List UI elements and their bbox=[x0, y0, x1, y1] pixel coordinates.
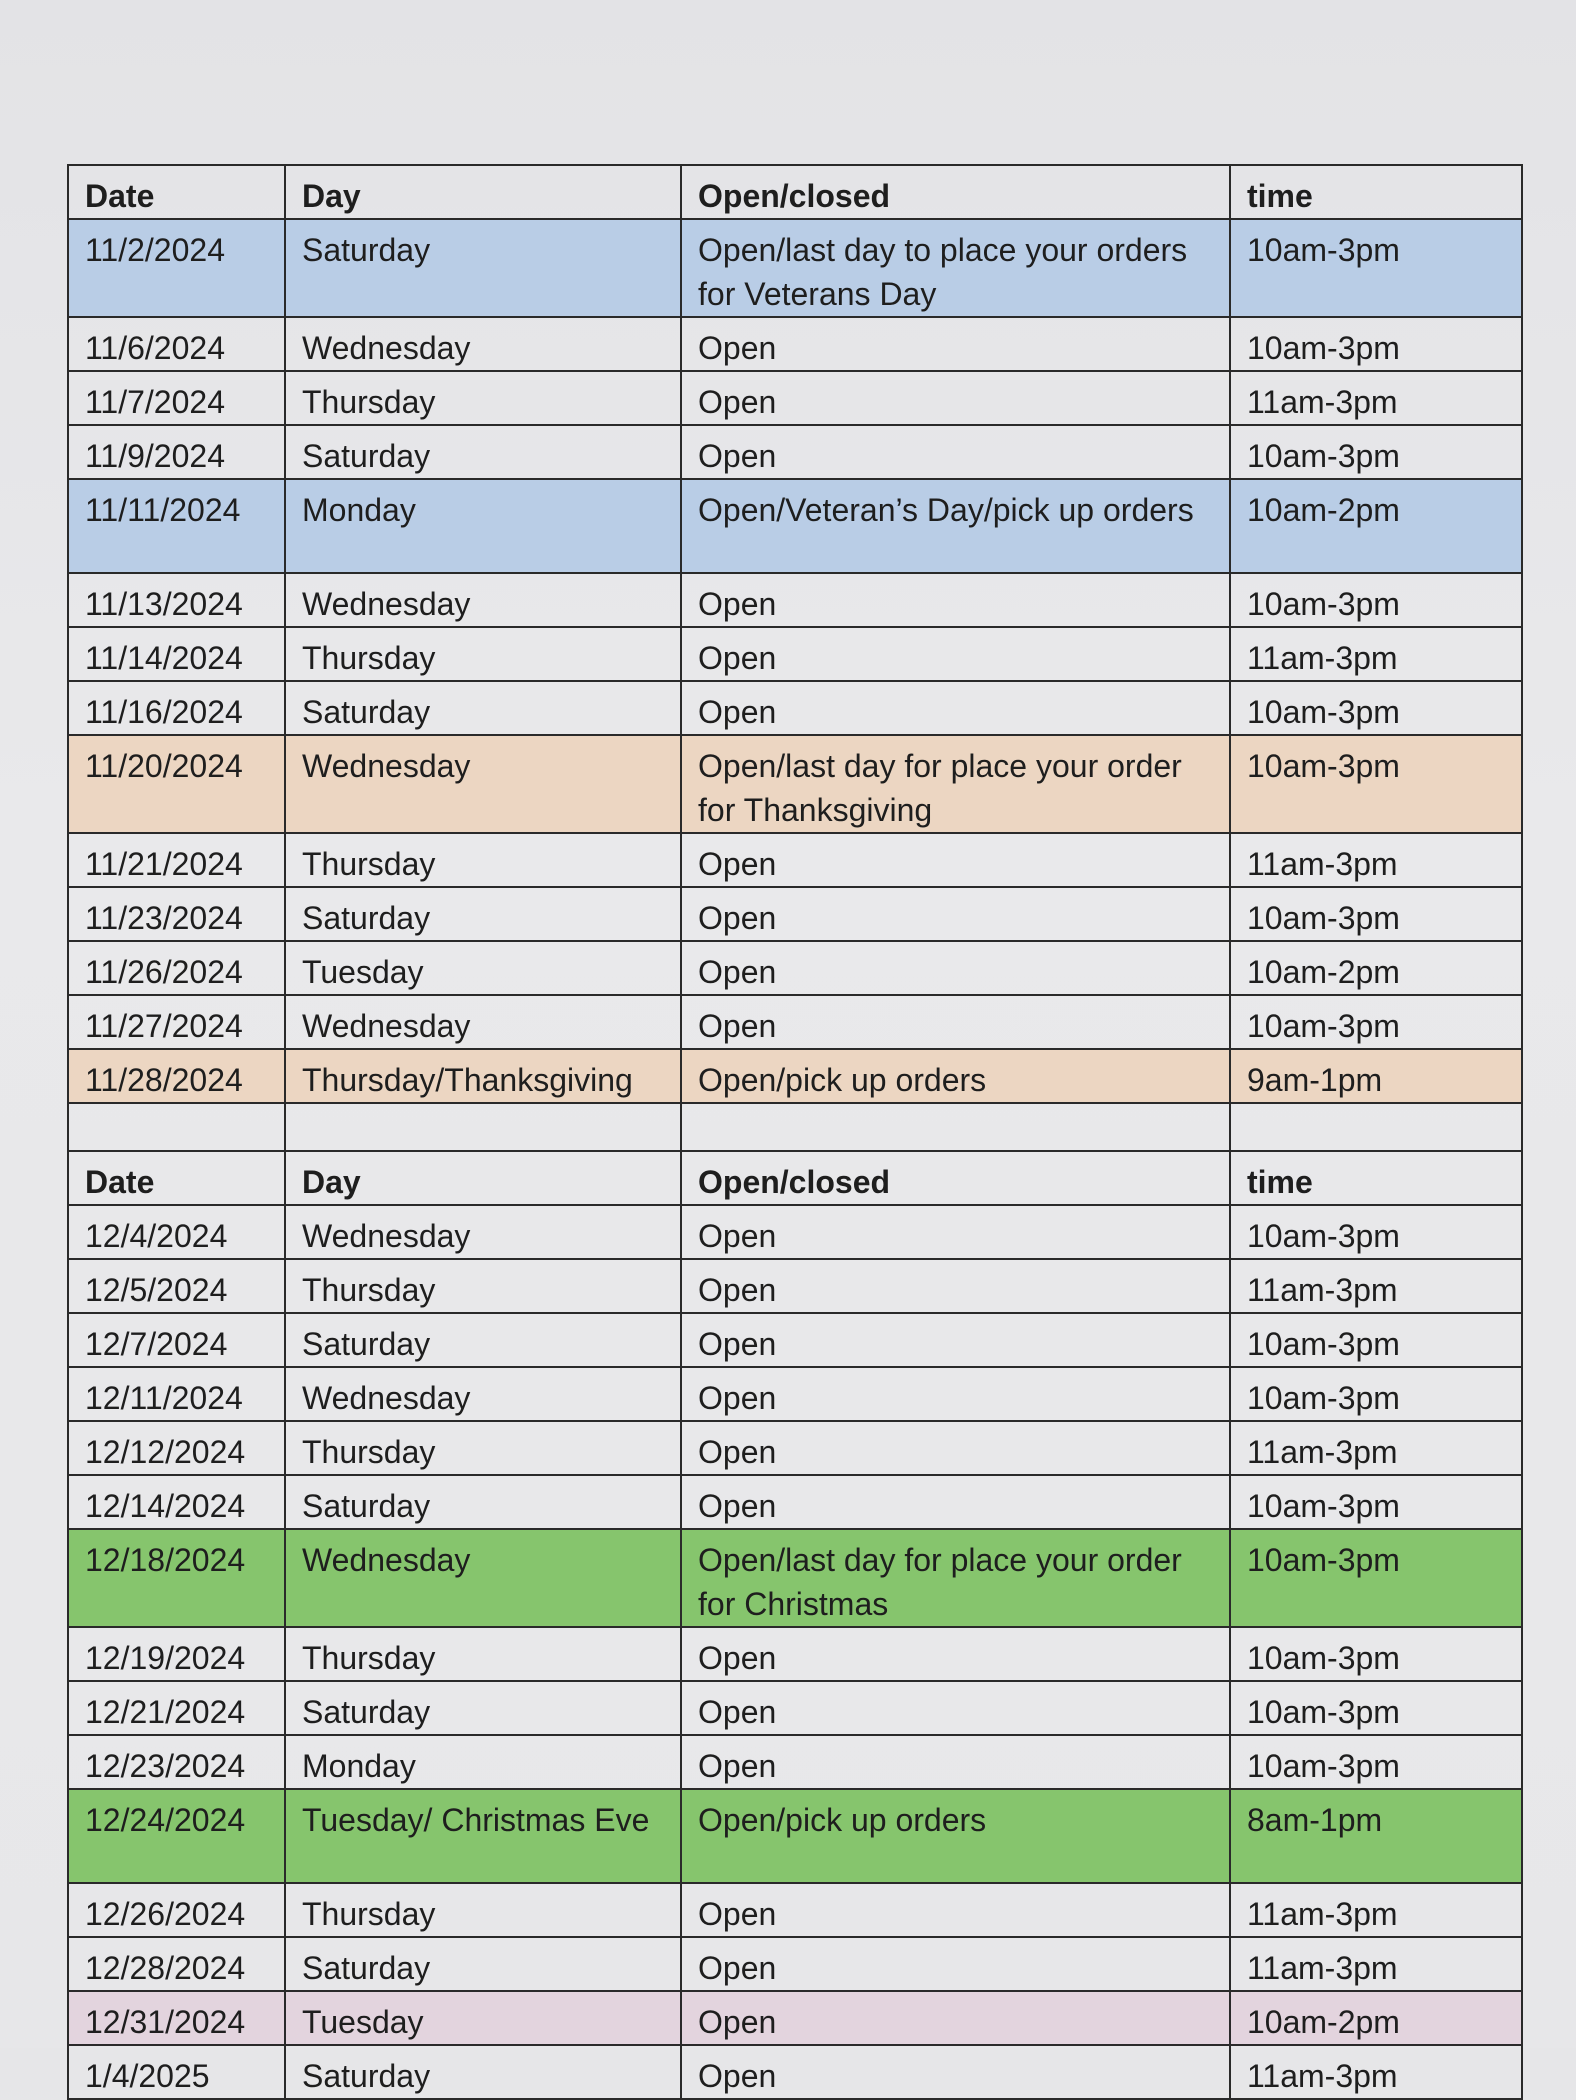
day-cell: Saturday bbox=[285, 1681, 681, 1735]
header-open-closed: Open/closed bbox=[681, 1151, 1230, 1205]
table-row bbox=[68, 627, 1522, 681]
table-row bbox=[68, 1259, 1522, 1313]
date-cell: 12/26/2024 bbox=[68, 1883, 285, 1937]
table-row bbox=[68, 1205, 1522, 1259]
day-cell: Saturday bbox=[285, 681, 681, 735]
day-cell: Wednesday bbox=[285, 1205, 681, 1259]
day-cell: Tuesday bbox=[285, 1991, 681, 2045]
table-row bbox=[68, 1789, 1522, 1883]
date-cell: 12/4/2024 bbox=[68, 1205, 285, 1259]
header-time: time bbox=[1230, 165, 1522, 219]
date-cell: 11/16/2024 bbox=[68, 681, 285, 735]
day-cell: Saturday bbox=[285, 887, 681, 941]
table-row bbox=[68, 1529, 1522, 1627]
day-cell: Thursday bbox=[285, 1627, 681, 1681]
date-cell: 12/14/2024 bbox=[68, 1475, 285, 1529]
status-cell: Open bbox=[681, 2045, 1230, 2099]
time-cell: 11am-3pm bbox=[1230, 2045, 1522, 2099]
day-cell: Thursday bbox=[285, 1259, 681, 1313]
status-cell: Open/pick up orders bbox=[681, 1789, 1230, 1883]
day-cell: Monday bbox=[285, 479, 681, 573]
date-cell: 12/11/2024 bbox=[68, 1367, 285, 1421]
header-time: time bbox=[1230, 1151, 1522, 1205]
status-cell: Open/last day for place your order for Christmas bbox=[681, 1529, 1230, 1627]
date-cell: 12/12/2024 bbox=[68, 1421, 285, 1475]
day-cell: Thursday bbox=[285, 1883, 681, 1937]
status-cell: Open/pick up orders bbox=[681, 1049, 1230, 1103]
day-cell: Wednesday bbox=[285, 573, 681, 627]
date-cell: 11/2/2024 bbox=[68, 219, 285, 317]
table-row bbox=[68, 573, 1522, 627]
table-row bbox=[68, 219, 1522, 317]
status-cell: Open bbox=[681, 1475, 1230, 1529]
time-cell: 11am-3pm bbox=[1230, 1421, 1522, 1475]
status-cell: Open bbox=[681, 1259, 1230, 1313]
time-cell: 11am-3pm bbox=[1230, 833, 1522, 887]
day-cell: Saturday bbox=[285, 425, 681, 479]
day-cell: Thursday/Thanksgiving bbox=[285, 1049, 681, 1103]
status-cell: Open bbox=[681, 1883, 1230, 1937]
date-cell: 1/4/2025 bbox=[68, 2045, 285, 2099]
date-cell: 11/20/2024 bbox=[68, 735, 285, 833]
date-cell: 11/6/2024 bbox=[68, 317, 285, 371]
day-cell: Saturday bbox=[285, 1475, 681, 1529]
time-cell: 10am-3pm bbox=[1230, 317, 1522, 371]
table-row bbox=[68, 1627, 1522, 1681]
table-row bbox=[68, 317, 1522, 371]
december-header-row bbox=[68, 1151, 1522, 1205]
time-cell: 10am-3pm bbox=[1230, 1475, 1522, 1529]
time-cell: 10am-3pm bbox=[1230, 1681, 1522, 1735]
table-row bbox=[68, 1421, 1522, 1475]
time-cell: 10am-3pm bbox=[1230, 995, 1522, 1049]
table-row bbox=[68, 479, 1522, 573]
table-row bbox=[68, 1475, 1522, 1529]
time-cell: 11am-3pm bbox=[1230, 627, 1522, 681]
header-day: Day bbox=[285, 165, 681, 219]
day-cell: Wednesday bbox=[285, 735, 681, 833]
date-cell: 12/7/2024 bbox=[68, 1313, 285, 1367]
time-cell: 9am-1pm bbox=[1230, 1049, 1522, 1103]
day-cell: Thursday bbox=[285, 833, 681, 887]
day-cell: Wednesday bbox=[285, 317, 681, 371]
status-cell: Open bbox=[681, 1681, 1230, 1735]
date-cell: 12/24/2024 bbox=[68, 1789, 285, 1883]
date-cell: 11/11/2024 bbox=[68, 479, 285, 573]
day-cell: Wednesday bbox=[285, 1367, 681, 1421]
status-cell: Open bbox=[681, 1421, 1230, 1475]
time-cell: 10am-3pm bbox=[1230, 1313, 1522, 1367]
date-cell: 11/14/2024 bbox=[68, 627, 285, 681]
status-cell: Open bbox=[681, 627, 1230, 681]
date-cell: 12/23/2024 bbox=[68, 1735, 285, 1789]
table-row bbox=[68, 735, 1522, 833]
time-cell: 10am-3pm bbox=[1230, 887, 1522, 941]
status-cell: Open bbox=[681, 941, 1230, 995]
day-cell: Thursday bbox=[285, 371, 681, 425]
status-cell: Open bbox=[681, 1991, 1230, 2045]
date-cell: 12/19/2024 bbox=[68, 1627, 285, 1681]
table-row bbox=[68, 1735, 1522, 1789]
day-cell: Thursday bbox=[285, 1421, 681, 1475]
day-cell: Saturday bbox=[285, 219, 681, 317]
table-row bbox=[68, 1681, 1522, 1735]
status-cell: Open bbox=[681, 887, 1230, 941]
time-cell: 10am-3pm bbox=[1230, 1627, 1522, 1681]
time-cell: 11am-3pm bbox=[1230, 1937, 1522, 1991]
time-cell: 10am-3pm bbox=[1230, 1735, 1522, 1789]
day-cell: Tuesday bbox=[285, 941, 681, 995]
day-cell: Wednesday bbox=[285, 995, 681, 1049]
time-cell: 10am-3pm bbox=[1230, 735, 1522, 833]
table-row bbox=[68, 1883, 1522, 1937]
day-cell: Saturday bbox=[285, 1313, 681, 1367]
status-cell: Open bbox=[681, 1367, 1230, 1421]
date-cell: 12/28/2024 bbox=[68, 1937, 285, 1991]
time-cell: 10am-3pm bbox=[1230, 1205, 1522, 1259]
table-row bbox=[68, 1313, 1522, 1367]
time-cell: 11am-3pm bbox=[1230, 371, 1522, 425]
day-cell: Saturday bbox=[285, 2045, 681, 2099]
table-row bbox=[68, 941, 1522, 995]
table-row bbox=[68, 1991, 1522, 2045]
table-row bbox=[68, 833, 1522, 887]
november-header-row bbox=[68, 165, 1522, 219]
table-row bbox=[68, 425, 1522, 479]
status-cell: Open/last day for place your order for Thanksgiving bbox=[681, 735, 1230, 833]
time-cell: 10am-3pm bbox=[1230, 1529, 1522, 1627]
status-cell: Open bbox=[681, 833, 1230, 887]
day-cell: Saturday bbox=[285, 1937, 681, 1991]
status-cell: Open bbox=[681, 425, 1230, 479]
header-day: Day bbox=[285, 1151, 681, 1205]
header-open-closed: Open/closed bbox=[681, 165, 1230, 219]
table-row bbox=[68, 2045, 1522, 2099]
date-cell: 11/27/2024 bbox=[68, 995, 285, 1049]
day-cell: Tuesday/ Christmas Eve bbox=[285, 1789, 681, 1883]
date-cell: 12/31/2024 bbox=[68, 1991, 285, 2045]
time-cell: 10am-2pm bbox=[1230, 1991, 1522, 2045]
table-row bbox=[68, 1049, 1522, 1103]
status-cell: Open bbox=[681, 1937, 1230, 1991]
date-cell: 11/23/2024 bbox=[68, 887, 285, 941]
table-row bbox=[68, 1937, 1522, 1991]
table-row bbox=[68, 371, 1522, 425]
status-cell: Open bbox=[681, 573, 1230, 627]
date-cell: 11/7/2024 bbox=[68, 371, 285, 425]
header-date: Date bbox=[68, 1151, 285, 1205]
time-cell: 11am-3pm bbox=[1230, 1259, 1522, 1313]
date-cell: 12/21/2024 bbox=[68, 1681, 285, 1735]
status-cell: Open bbox=[681, 995, 1230, 1049]
time-cell: 10am-3pm bbox=[1230, 681, 1522, 735]
date-cell: 11/9/2024 bbox=[68, 425, 285, 479]
status-cell: Open bbox=[681, 1205, 1230, 1259]
date-cell: 11/21/2024 bbox=[68, 833, 285, 887]
time-cell: 8am-1pm bbox=[1230, 1789, 1522, 1883]
time-cell: 10am-3pm bbox=[1230, 219, 1522, 317]
table-row bbox=[68, 887, 1522, 941]
table-row bbox=[68, 1367, 1522, 1421]
table-row bbox=[68, 995, 1522, 1049]
time-cell: 11am-3pm bbox=[1230, 1883, 1522, 1937]
date-cell: 11/13/2024 bbox=[68, 573, 285, 627]
status-cell: Open bbox=[681, 317, 1230, 371]
schedule-table bbox=[67, 164, 1523, 2100]
day-cell: Thursday bbox=[285, 627, 681, 681]
header-date: Date bbox=[68, 165, 285, 219]
date-cell: 11/28/2024 bbox=[68, 1049, 285, 1103]
time-cell: 10am-2pm bbox=[1230, 479, 1522, 573]
separator-row bbox=[68, 1103, 1522, 1151]
table-row bbox=[68, 681, 1522, 735]
date-cell: 12/5/2024 bbox=[68, 1259, 285, 1313]
status-cell: Open bbox=[681, 681, 1230, 735]
status-cell: Open bbox=[681, 1735, 1230, 1789]
time-cell: 10am-3pm bbox=[1230, 573, 1522, 627]
day-cell: Wednesday bbox=[285, 1529, 681, 1627]
time-cell: 10am-2pm bbox=[1230, 941, 1522, 995]
status-cell: Open/Veteran’s Day/pick up orders bbox=[681, 479, 1230, 573]
date-cell: 12/18/2024 bbox=[68, 1529, 285, 1627]
status-cell: Open/last day to place your orders for Veterans Day bbox=[681, 219, 1230, 317]
time-cell: 10am-3pm bbox=[1230, 425, 1522, 479]
time-cell: 10am-3pm bbox=[1230, 1367, 1522, 1421]
status-cell: Open bbox=[681, 1313, 1230, 1367]
status-cell: Open bbox=[681, 371, 1230, 425]
status-cell: Open bbox=[681, 1627, 1230, 1681]
day-cell: Monday bbox=[285, 1735, 681, 1789]
date-cell: 11/26/2024 bbox=[68, 941, 285, 995]
